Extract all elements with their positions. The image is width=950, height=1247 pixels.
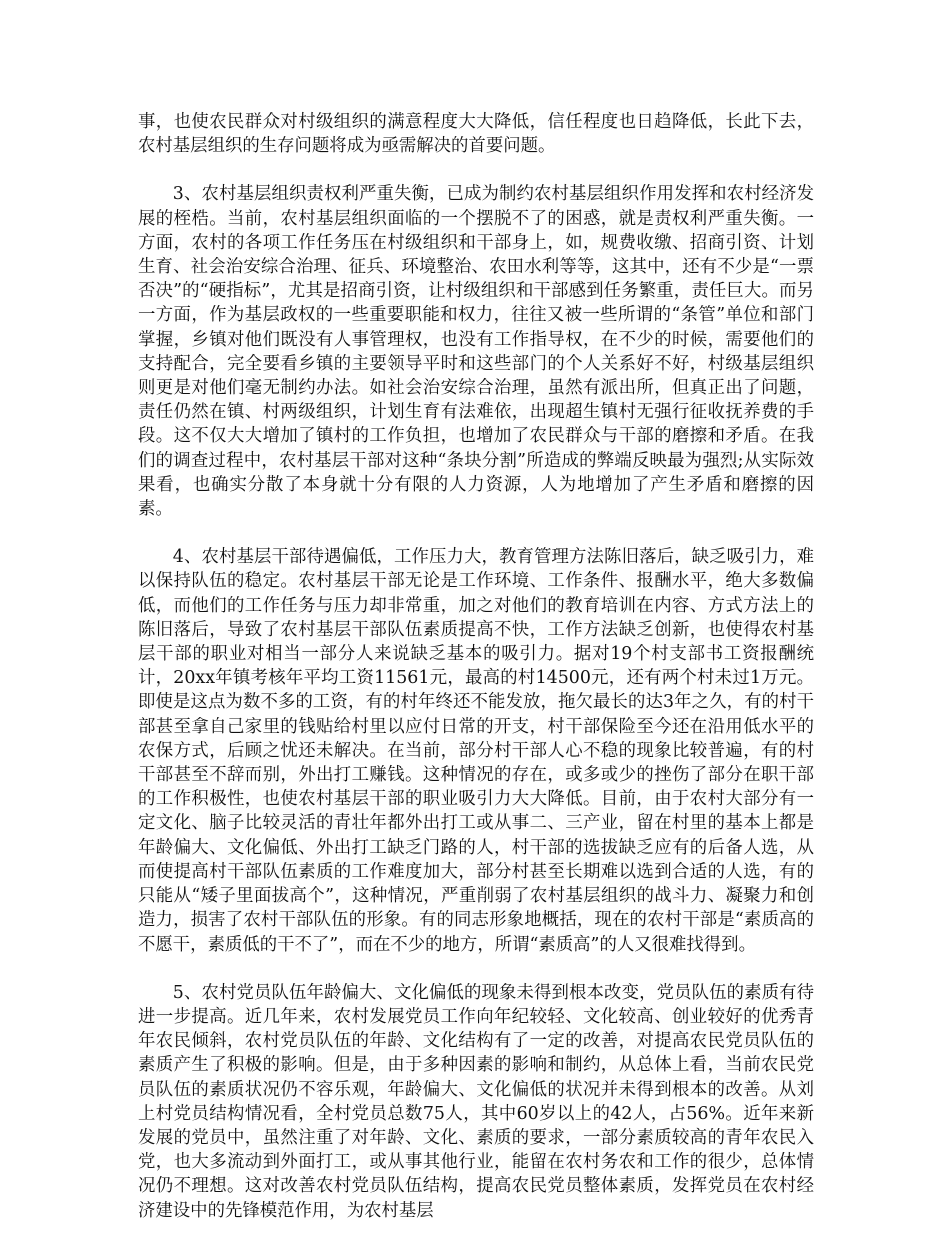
paragraph-continuation: 事，也使农民群众对村级组织的满意程度大大降低，信任程度也日趋降低，长此下去，农村基层组织的生存问题将成为亟需解决的首要问题。 (138, 112, 814, 157)
paragraph-section-5: 5、农村党员队伍年龄偏大、文化偏低的现象未得到根本改变，党员队伍的素质有待进一步提高。近几年来，农村发展党员工作向年纪较轻、文化较高、创业较好的优秀青年农民倾斜，农村党员队伍的年龄、文化结构有了一定的改善，对提高农民党员队伍的素质产生了积极的影响。但是，由于多种因素的影响和制约，从总体上看，当前农民党员队伍的素质状况仍不容乐观，年龄偏大、文化偏低的状况并未得到根本的改善。从刘上村党员结构情况看，全村党员总数75人，其中60岁以上的42人，占56%。近年来新发展的党员中，虽然注重了对年龄、文化、素质的要求，一部分素质较高的青年农民入党，也大多流动到外面打工，或从事其他行业，能留在农村务农和工作的很少，总体情况仍不理想。这对改善农村党员队伍结构，提高农民党员整体素质，发挥党员在农村经济建设中的先锋模范作用，为农村基层 (138, 982, 814, 1221)
paragraph-section-4: 4、农村基层干部待遇偏低，工作压力大，教育管理方法陈旧落后，缺乏吸引力，难以保持队伍的稳定。农村基层干部无论是工作环境、工作条件、报酬水平，绝大多数偏低，而他们的工作任务与压力却非常重，加之对他们的教育培训在内容、方式方法上的陈旧落后，导致了农村基层干部队伍素质提高不快，工作方法缺乏创新，也使得农村基层干部的职业对相当一部分人来说缺乏基本的吸引力。据对19个村支部书工资报酬统计，20xx年镇考核年平均工资11561元，最高的村14500元，还有两个村未过1万元。即使是这点为数不多的工资，有的村年终还不能发放，拖欠最长的达3年之久，有的村干部甚至拿自己家里的钱贴给村里以应付日常的开支，村干部保险至今还在沿用低水平的农保方式，后顾之忧还未解决。在当前，部分村干部人心不稳的现象比较普遍，有的村干部甚至不辞而别，外出打工赚钱。这种情况的存在，或多或少的挫伤了部分在职干部的工作积极性，也使农村基层干部的职业吸引力大大降低。目前，由于农村大部分有一定文化、脑子比较灵活的青壮年都外出打工或从事二、三产业，留在村里的基本上都是年龄偏大、文化偏低、外出打工缺乏门路的人，村干部的选拔缺乏应有的后备人选，从而使提高村干部队伍素质的工作难度加大，部分村甚至长期难以选到合适的人选，有的只能从“矮子里面拔高个”，这种情况，严重削弱了农村基层组织的战斗力、凝聚力和创造力，损害了农村干部队伍的形象。有的同志形象地概括，现在的农村干部是“素质高的不愿干，素质低的干不了”，而在不少的地方，所谓“素质高”的人又很难找得到。 (138, 547, 814, 955)
document-page (138, 110, 814, 1247)
paragraph-section-3: 3、农村基层组织责权利严重失衡，已成为制约农村基层组织作用发挥和农村经济发展的桎梏。当前，农村基层组织面临的一个摆脱不了的困惑，就是责权利严重失衡。一方面，农村的各项工作任务压在村级组织和干部身上，如，规费收缴、招商引资、计划生育、社会治安综合治理、征兵、环境整治、农田水利等等，这其中，还有不少是“一票否决”的“硬指标”，尤其是招商引资，让村级组织和干部感到任务繁重，责任巨大。而另一方面，作为基层政权的一些重要职能和权力，往往又被一些所谓的“条管”单位和部门掌握，乡镇对他们既没有人事管理权，也没有工作指导权，在不少的时候，需要他们的支持配合，完全要看乡镇的主要领导平时和这些部门的个人关系好不好，村级基层组织则更是对他们毫无制约办法。如社会治安综合治理，虽然有派出所，但真正出了问题，责任仍然在镇、村两级组织，计划生育有法难依，出现超生镇村无强行征收抚养费的手段。这不仅大大增加了镇村的工作负担，也增加了农民群众与干部的磨擦和矛盾。在我们的调查过程中，农村基层干部对这种“条块分割”所造成的弊端反映最为强烈;从实际效果看，也确实分散了本身就十分有限的人力资源，人为地增加了产生矛盾和磨擦的因素。 (138, 184, 814, 520)
